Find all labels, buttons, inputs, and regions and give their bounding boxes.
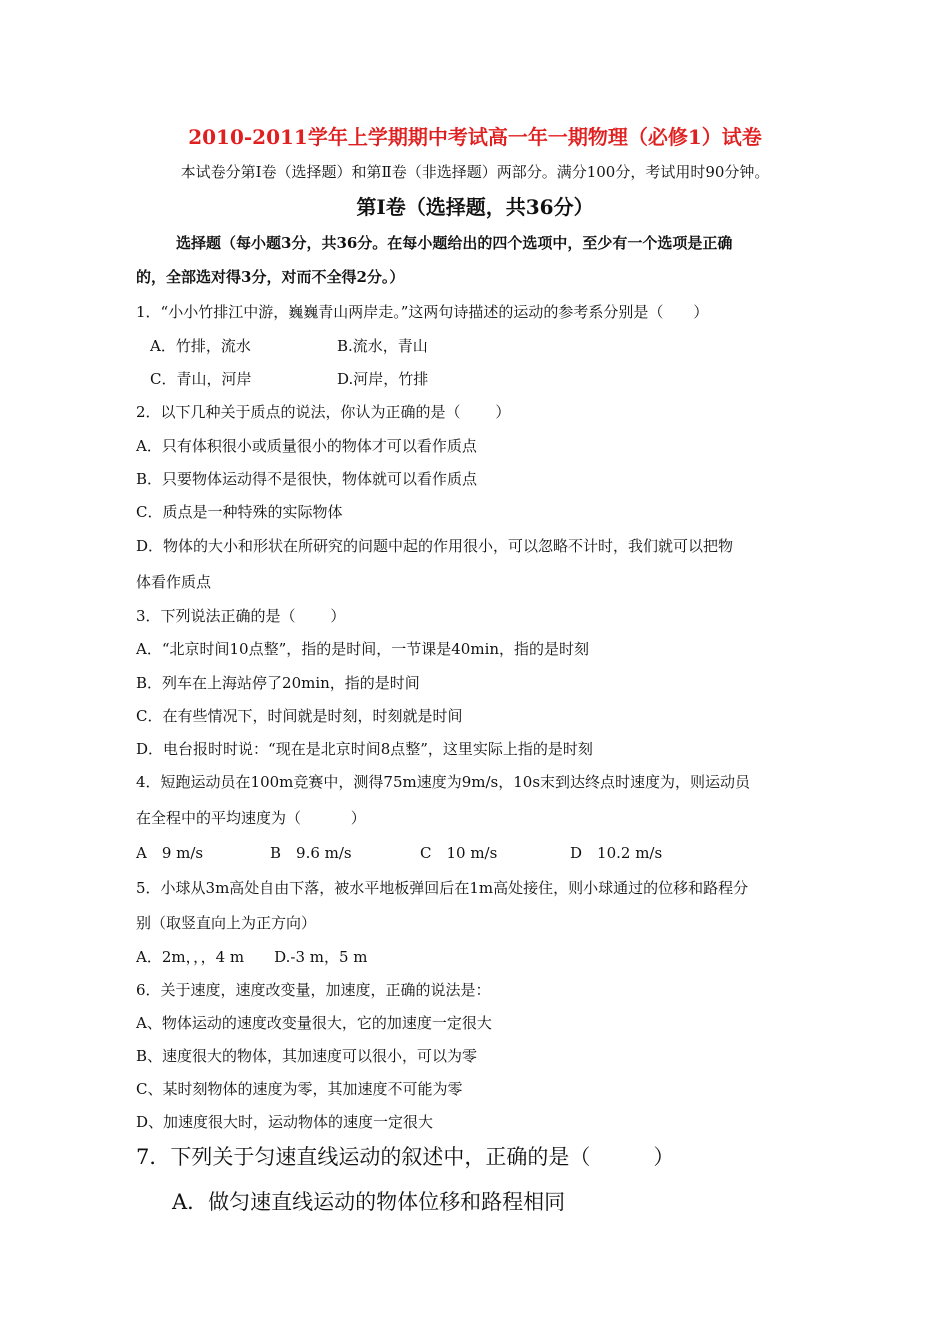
q3-option-c: C．在有些情况下，时间就是时刻，时刻就是时间 bbox=[136, 707, 463, 725]
q2-option-c: C．质点是一种特殊的实际物体 bbox=[136, 503, 343, 521]
q1-stem: 1．“小小竹排江中游，巍巍青山两岸走。”这两句诗描述的运动的参考系分别是（ ） bbox=[136, 303, 709, 321]
q6-stem: 6．关于速度，速度改变量，加速度，正确的说法是： bbox=[136, 981, 491, 999]
q3-option-a: A．“北京时间10点整”，指的是时间，一节课是40min，指的是时刻 bbox=[136, 640, 590, 658]
q6-option-d: D、加速度很大时，运动物体的速度一定很大 bbox=[136, 1113, 434, 1131]
q2-option-a: A．只有体积很小或质量很小的物体才可以看作质点 bbox=[136, 437, 477, 455]
q6-option-c: C、某时刻物体的速度为零，其加速度不可能为零 bbox=[136, 1080, 463, 1098]
q4-stem-line-1: 4．短跑运动员在100m竞赛中，测得75m速度为9m/s，10s末到达终点时速度为，则运动员 bbox=[136, 773, 751, 791]
q2-stem: 2．以下几种关于质点的说法，你认为正确的是（ ） bbox=[136, 403, 511, 421]
q1-option-a: A．竹排，流水 bbox=[150, 337, 251, 355]
q1-option-c: C．青山，河岸 bbox=[150, 370, 252, 388]
q4-option-b: B 9.6 m/s bbox=[270, 844, 352, 862]
exam-subtitle: 本试卷分第Ⅰ卷（选择题）和第Ⅱ卷（非选择题）两部分。满分100分，考试用时90分钟。 bbox=[180, 163, 770, 181]
q7-stem: 7．下列关于匀速直线运动的叙述中，正确的是（ ） bbox=[136, 1145, 675, 1169]
q3-option-b: B．列车在上海站停了20min，指的是时间 bbox=[136, 674, 420, 692]
q4-option-a: A 9 m/s bbox=[136, 844, 204, 862]
q5-stem-line-2: 别（取竖直向上为正方向） bbox=[136, 914, 317, 932]
q3-stem: 3．下列说法正确的是（ ） bbox=[136, 607, 346, 625]
q7-option-a: A．做匀速直线运动的物体位移和路程相同 bbox=[172, 1190, 566, 1214]
instructions-line-2: 的，全部选对得3分，对而不全得2分。） bbox=[136, 268, 405, 286]
exam-title: 2010-2011学年上学期期中考试高一年一期物理（必修1）试卷 bbox=[188, 125, 762, 149]
q6-option-b: B、速度很大的物体，其加速度可以很小，可以为零 bbox=[136, 1047, 478, 1065]
q3-option-d: D．电台报时时说：“现在是北京时间8点整”，这里实际上指的是时刻 bbox=[136, 740, 593, 758]
instructions-line-1: 选择题（每小题3分，共36分。在每小题给出的四个选项中，至少有一个选项是正确 bbox=[176, 234, 733, 252]
q5-stem-line-1: 5．小球从3m高处自由下落，被水平地板弹回后在1m高处接住，则小球通过的位移和路程分 bbox=[136, 879, 749, 897]
q5-options: A．2m，，，4 m D.-3 m，5 m bbox=[136, 948, 368, 966]
q2-option-b: B．只要物体运动得不是很快，物体就可以看作质点 bbox=[136, 470, 478, 488]
q6-option-a: A、物体运动的速度改变量很大，它的加速度一定很大 bbox=[136, 1014, 492, 1032]
q4-option-d: D 10.2 m/s bbox=[570, 844, 663, 862]
q2-option-d-line-2: 体看作质点 bbox=[136, 573, 212, 591]
section-heading: 第Ⅰ卷（选择题，共36分） bbox=[356, 195, 594, 219]
q1-option-b: B.流水，青山 bbox=[337, 337, 428, 355]
q2-option-d-line-1: D．物体的大小和形状在所研究的问题中起的作用很小，可以忽略不计时，我们就可以把物 bbox=[136, 537, 734, 555]
q4-stem-line-2: 在全程中的平均速度为（ ） bbox=[136, 809, 366, 827]
q4-option-c: C 10 m/s bbox=[420, 844, 498, 862]
q1-option-d: D.河岸，竹排 bbox=[337, 370, 429, 388]
